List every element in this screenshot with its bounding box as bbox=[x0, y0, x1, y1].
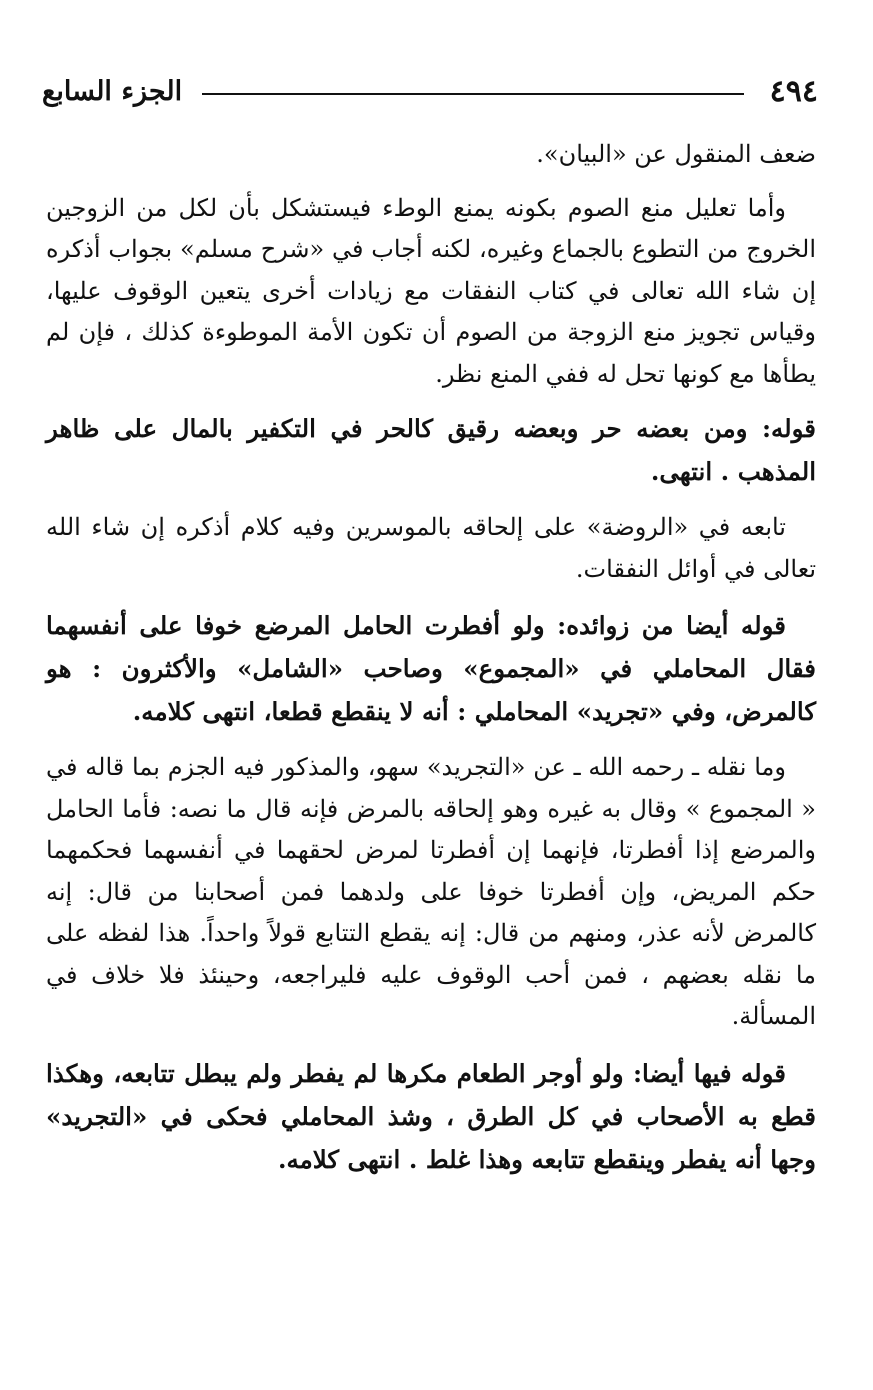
paragraph: ضعف المنقول عن «البيان». bbox=[536, 140, 816, 168]
quoted-statement: قوله أيضا من زوائده: ولو أفطرت الحامل المرضع خوفا على أنفسهما فقال المحاملي في «المجموع» وصاحب «الشامل» والأكثرون : هو كالمرض، وفي «تجريد» المحاملي : أنه لا ينقطع قطعا، انتهى كلامه. bbox=[46, 611, 816, 726]
page-number: ٤٩٤ bbox=[769, 74, 818, 109]
paragraph: وأما تعليل منع الصوم بكونه يمنع الوطء فيستشكل بأن لكل من الزوجين الخروج من التطوع بالجماع وغيره، لكنه أجاب في «شرح مسلم» بجواب أذكره إن شاء الله تعالى في كتاب النفقات مع زيادات أخرى يتعين الوقوف عليها، وقياس تجويز منع الزوجة من الصوم أن تكون الأمة الموطوءة كذلك ، فإن لم يطأها مع كونها تحل له ففي المنع نظر. bbox=[46, 193, 816, 388]
paragraph: تابعه في «الروضة» على إلحاقه بالموسرين وفيه كلام أذكره إن شاء الله تعالى في أوائل النفقات. bbox=[46, 513, 816, 583]
quoted-statement: قوله فيها أيضا: ولو أوجر الطعام مكرها لم يفطر ولم يبطل تتابعه، وهكذا قطع به الأصحاب في كل الطرق ، وشذ المحاملي فحكى في «التجريد» وجها أنه يفطر وينقطع تتابعه وهذا غلط . انتهى كلامه. bbox=[46, 1058, 816, 1174]
header-rule bbox=[202, 93, 744, 95]
part-title: الجزء السابع bbox=[42, 76, 183, 107]
page-body bbox=[46, 134, 816, 1181]
quoted-statement: قوله: ومن بعضه حر وبعضه رقيق كالحر في التكفير بالمال على ظاهر المذهب . انتهى. bbox=[46, 414, 816, 486]
page-header bbox=[42, 72, 818, 112]
paragraph: وما نقله ـ رحمه الله ـ عن «التجريد» سهو، والمذكور فيه الجزم بما قاله في « المجموع » وقال به غيره وهو إلحاقه بالمرض فإنه قال ما نصه: فأما الحامل والمرضع إذا أفطرتا، فإنهما إن أفطرتا لمرض لحقهما في أنفسهما فحكمهما حكم المريض، وإن أفطرتا خوفا على ولدهما فمن أصحابنا من قال: إنه كالمرض لأنه عذر، ومنهم من قال: إنه يقطع التتابع قولاً واحداً. هذا لفظه على ما نقله بعضهم ، فمن أحب الوقوف عليه فليراجعه، وحينئذ فلا خلاف في المسألة. bbox=[46, 753, 816, 1030]
